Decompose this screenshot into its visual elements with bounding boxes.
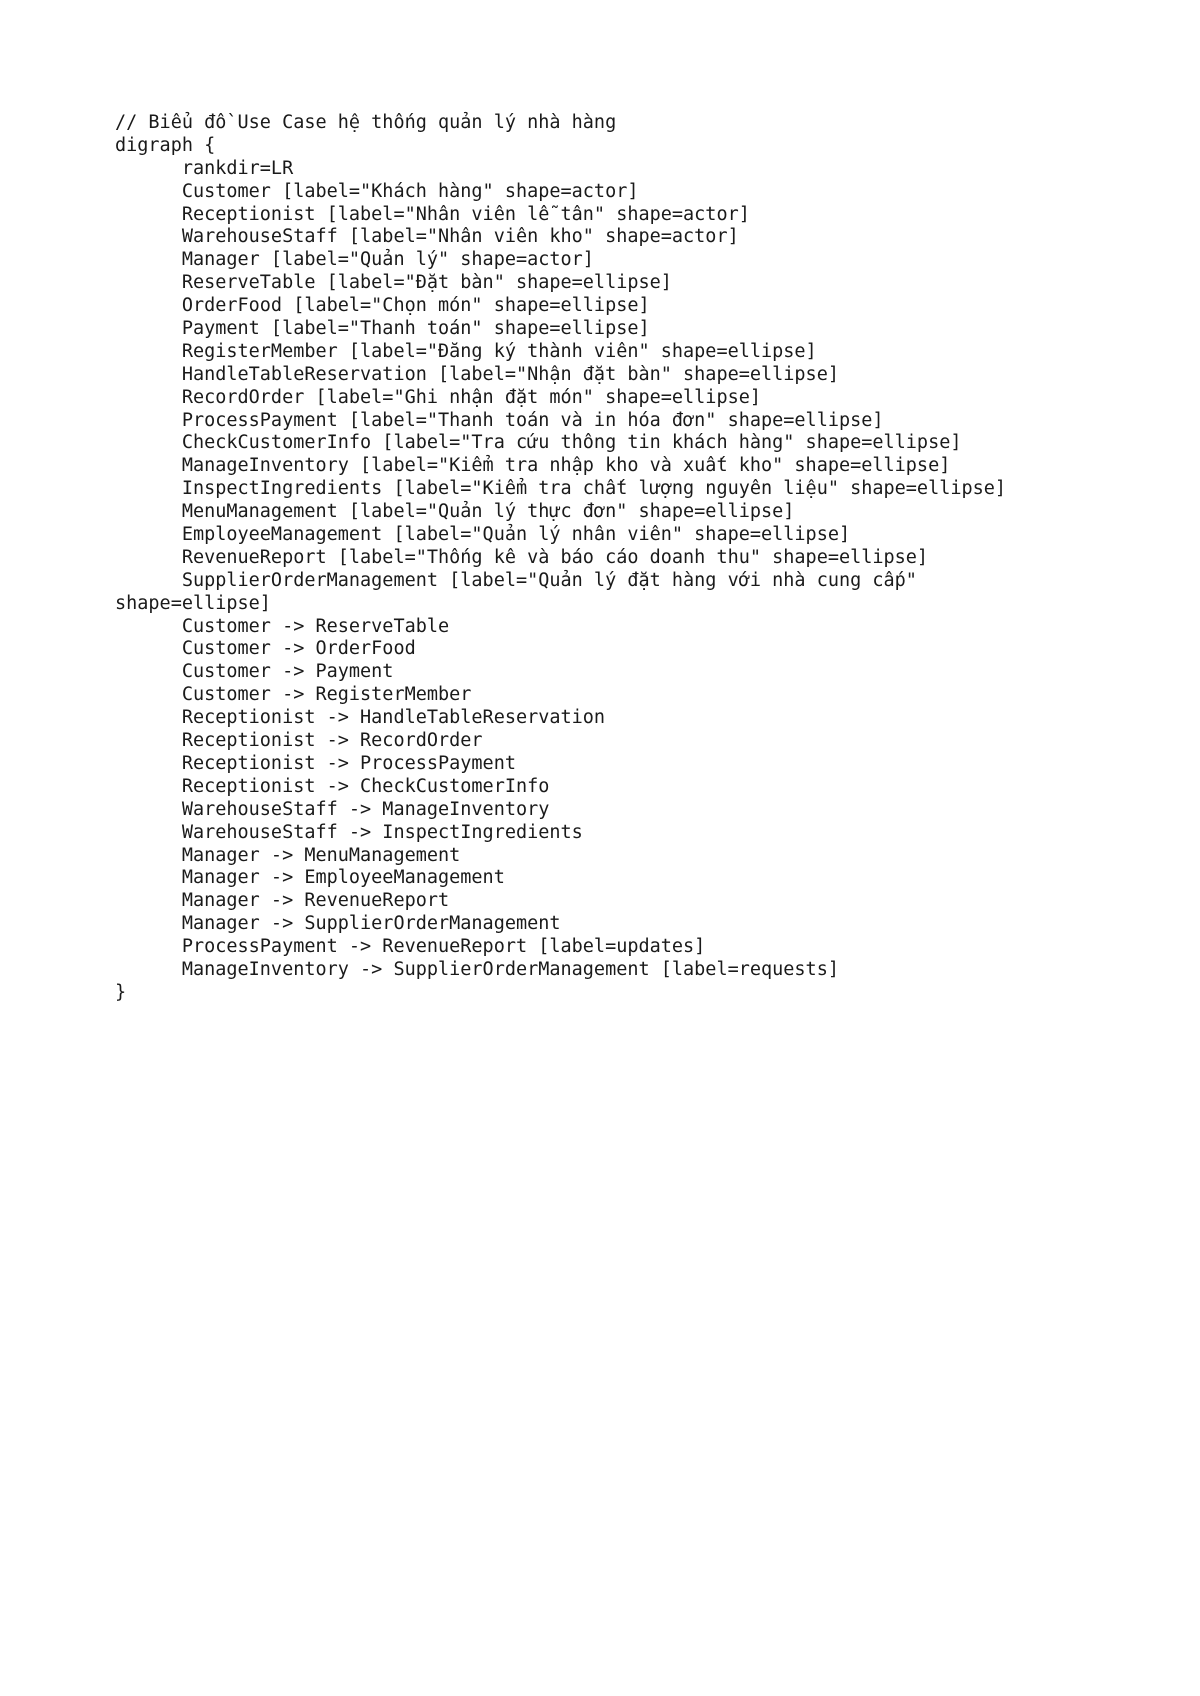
code-line: Customer -> OrderFood xyxy=(115,638,416,660)
code-line: Receptionist -> HandleTableReservation xyxy=(115,707,606,729)
code-line: ProcessPayment -> RevenueReport [label=updates] xyxy=(115,936,706,958)
code-line: Customer -> ReserveTable xyxy=(115,615,450,637)
code-line: Manager [label="Quản lý" shape=actor] xyxy=(115,249,594,271)
code-line: // Biểu đồ Use Case hệ thống quản lý nhà hàng xyxy=(115,112,617,133)
code-line: Manager -> SupplierOrderManagement xyxy=(115,913,561,935)
code-line: ManageInventory [label="Kiểm tra nhập kho và xuất kho" shape=ellipse] xyxy=(115,455,951,477)
code-line: CheckCustomerInfo [label="Tra cứu thông tin khách hàng" shape=ellipse] xyxy=(115,432,962,454)
code-block xyxy=(115,112,1115,1005)
code-line: WarehouseStaff [label="Nhân viên kho" shape=actor] xyxy=(115,226,739,248)
code-line: digraph { xyxy=(115,134,216,156)
code-line: ReserveTable [label="Đặt bàn" shape=ellipse] xyxy=(115,272,672,294)
code-line: Receptionist -> ProcessPayment xyxy=(115,752,516,774)
code-line: WarehouseStaff -> InspectIngredients xyxy=(115,821,583,843)
code-line: Customer -> Payment xyxy=(115,661,394,683)
code-line: OrderFood [label="Chọn món" shape=ellipse] xyxy=(115,295,650,317)
code-line: ProcessPayment [label="Thanh toán và in hóa đơn" shape=ellipse] xyxy=(115,409,884,431)
code-line: InspectIngredients [label="Kiểm tra chất lượng nguyên liệu" shape=ellipse] xyxy=(115,478,1007,500)
code-line: RecordOrder [label="Ghi nhận đặt món" shape=ellipse] xyxy=(115,386,762,408)
code-line: Manager -> MenuManagement xyxy=(115,844,461,866)
code-line: Manager -> RevenueReport xyxy=(115,890,450,912)
code-line: } xyxy=(115,981,127,1003)
code-line: HandleTableReservation [label="Nhận đặt bàn" shape=ellipse] xyxy=(115,363,839,385)
code-line: SupplierOrderManagement [label="Quản lý đặt hàng với nhà cung cấp" xyxy=(115,569,917,591)
code-line: ManageInventory -> SupplierOrderManagement [label=requests] xyxy=(115,958,839,980)
code-line: Customer -> RegisterMember xyxy=(115,684,472,706)
code-line: Manager -> EmployeeManagement xyxy=(115,867,505,889)
code-line: EmployeeManagement [label="Quản lý nhân viên" shape=ellipse] xyxy=(115,524,851,546)
code-line: RegisterMember [label="Đăng ký thành viên" shape=ellipse] xyxy=(115,340,817,362)
code-line: Customer [label="Khách hàng" shape=actor] xyxy=(115,180,639,202)
code-line: WarehouseStaff -> ManageInventory xyxy=(115,798,550,820)
code-line: MenuManagement [label="Quản lý thực đơn" shape=ellipse] xyxy=(115,501,795,523)
code-line: rankdir=LR xyxy=(115,157,294,179)
code-line: RevenueReport [label="Thống kê và báo cáo doanh thu" shape=ellipse] xyxy=(115,546,929,568)
code-line: shape=ellipse] xyxy=(115,592,271,614)
code-line: Receptionist -> CheckCustomerInfo xyxy=(115,775,550,797)
code-line: Receptionist [label="Nhân viên lễ tân" shape=actor] xyxy=(115,203,750,225)
code-line: Payment [label="Thanh toán" shape=ellipse] xyxy=(115,318,650,340)
code-line: Receptionist -> RecordOrder xyxy=(115,730,483,752)
